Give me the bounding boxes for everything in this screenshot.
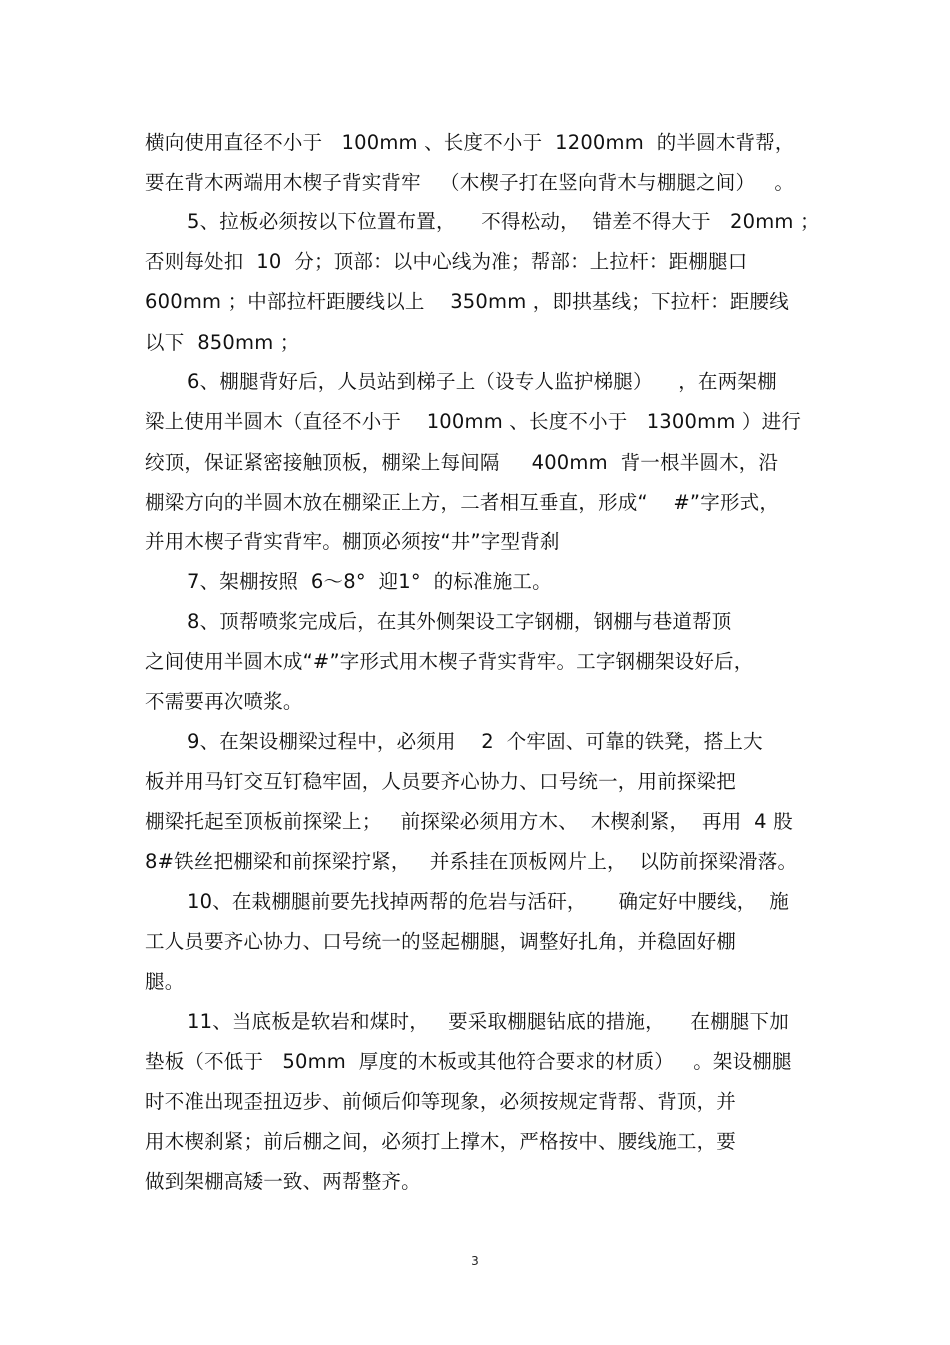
text-line: 工人员要齐心协力、口号统一的竖起棚腿，调整好扎角，并稳固好棚 bbox=[145, 930, 737, 953]
text-line: 7、架棚按照 6～8° 迎1° 的标准施工。 bbox=[187, 570, 552, 593]
text-line: 10、在栽棚腿前要先找掉两帮的危岩与活矸， 确定好中腰线， 施 bbox=[187, 890, 789, 913]
text-line: 横向使用直径不小于 100mm 、长度不小于 1200mm 的半圆木背帮， bbox=[145, 131, 795, 154]
text-line: 棚梁方向的半圆木放在棚梁正上方，二者相互垂直，形成“ #”字形式， bbox=[145, 491, 780, 514]
text-line: 之间使用半圆木成“#”字形式用木楔子背实背牢。工字钢棚架设好后， bbox=[145, 650, 754, 673]
text-line: 垫板（不低于 50mm 厚度的木板或其他符合要求的材质） 。架设棚腿 bbox=[145, 1050, 792, 1073]
text-line: 时不准出现歪扭迈步、前倾后仰等现象，必须按规定背帮、背顶，并 bbox=[145, 1090, 737, 1113]
text-line: 以下 850mm ； bbox=[145, 331, 300, 354]
text-line: 板并用马钉交互钉稳牢固，人员要齐心协力、口号统一，用前探梁把 bbox=[145, 770, 737, 793]
text-line: 不需要再次喷浆。 bbox=[145, 690, 303, 713]
text-line: 5、拉板必须按以下位置布置， 不得松动， 错差不得大于 20mm ； bbox=[187, 210, 820, 233]
text-line: 8#铁丝把棚梁和前探梁拧紧， 并系挂在顶板网片上， 以防前探梁滑落。 bbox=[145, 850, 798, 873]
text-line: 8、顶帮喷浆完成后，在其外侧架设工字钢棚，钢棚与巷道帮顶 bbox=[187, 610, 732, 633]
text-line: 绞顶，保证紧密接触顶板，棚梁上每间隔 400mm 背一根半圆木，沿 bbox=[145, 451, 779, 474]
text-line: 并用木楔子背实背牢。棚顶必须按“井”字型背刹 bbox=[145, 530, 560, 553]
text-line: 用木楔刹紧；前后棚之间，必须打上撑木，严格按中、腰线施工，要 bbox=[145, 1130, 737, 1153]
text-line: 做到架棚高矮一致、两帮整齐。 bbox=[145, 1170, 421, 1193]
text-line: 梁上使用半圆木（直径不小于 100mm 、长度不小于 1300mm ）进行 bbox=[145, 410, 802, 433]
text-line: 要在背木两端用木楔子背实背牢 （木楔子打在竖向背木与棚腿之间） 。 bbox=[145, 171, 795, 194]
page-number: 3 bbox=[471, 1254, 479, 1268]
text-line: 棚梁托起至顶板前探梁上； 前探梁必须用方木、 木楔刹紧， 再用 4 股 bbox=[145, 810, 793, 833]
text-line: 11、当底板是软岩和煤时， 要采取棚腿钻底的措施， 在棚腿下加 bbox=[187, 1010, 789, 1033]
text-line: 腿。 bbox=[145, 970, 185, 993]
text-line: 否则每处扣 10 分；顶部：以中心线为准；帮部：上拉杆：距棚腿口 bbox=[145, 250, 748, 273]
text-line: 600mm ；中部拉杆距腰线以上 350mm ，即拱基线；下拉杆：距腰线 bbox=[145, 290, 789, 313]
text-line: 9、在架设棚梁过程中，必须用 2 个牢固、可靠的铁凳，搭上大 bbox=[187, 730, 763, 753]
text-line: 6、棚腿背好后，人员站到梯子上（设专人监护梯腿） ，在两架棚 bbox=[187, 370, 777, 393]
